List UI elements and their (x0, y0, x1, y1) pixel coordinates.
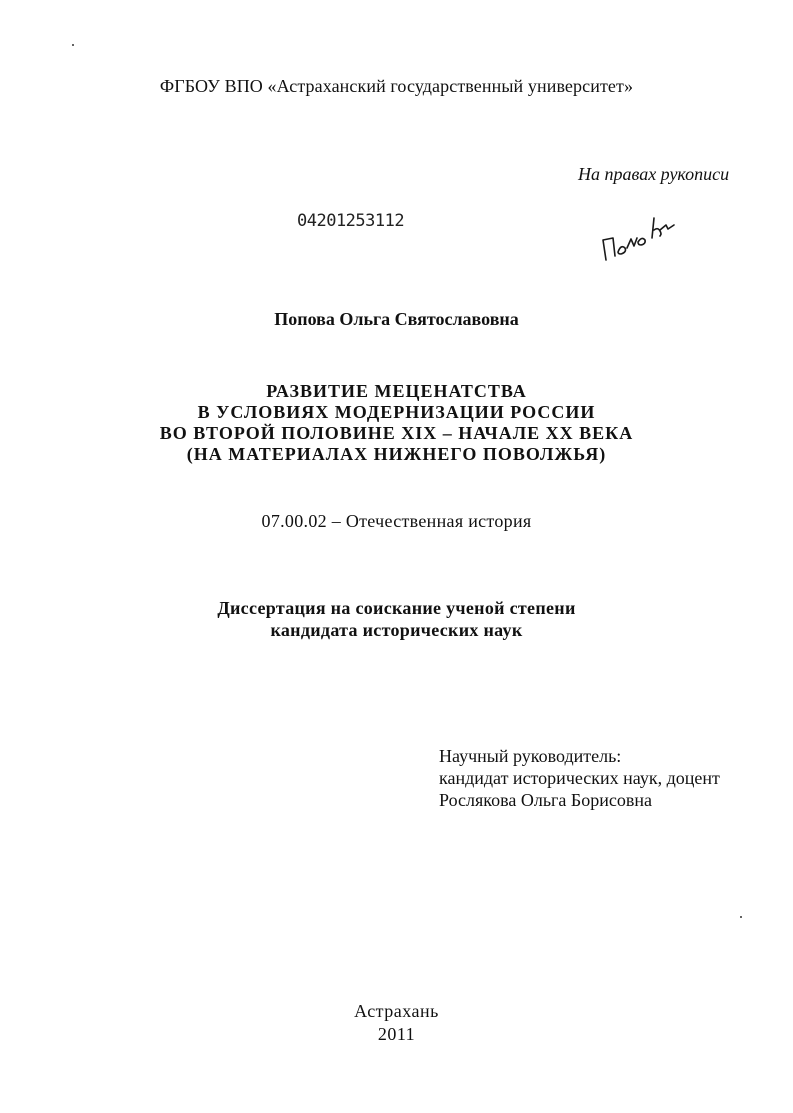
supervisor-block (439, 745, 720, 811)
city: Астрахань (354, 1001, 439, 1021)
place-and-year (0, 1000, 793, 1046)
degree-statement (0, 597, 793, 641)
degree-line: Диссертация на соискание ученой степени (217, 598, 576, 618)
manuscript-rights-note: На правах рукописи (578, 164, 730, 184)
title-line: (НА МАТЕРИАЛАХ НИЖНЕГО ПОВОЛЖЬЯ) (186, 444, 607, 464)
title-line: ВО ВТОРОЙ ПОЛОВИНЕ XIX – НАЧАЛЕ XX ВЕКА (159, 423, 634, 443)
supervisor-heading: Научный руководитель: (439, 746, 622, 766)
supervisor-degree: кандидат исторических наук, доцент (439, 768, 720, 788)
supervisor-name: Рослякова Ольга Борисовна (439, 790, 652, 810)
title-line: РАЗВИТИЕ МЕЦЕНАТСТВА (266, 381, 527, 401)
scan-speck (740, 916, 742, 918)
title-line: В УСЛОВИЯХ МОДЕРНИЗАЦИИ РОССИИ (197, 402, 596, 422)
scan-speck (72, 44, 74, 46)
specialty-code: 07.00.02 – Отечественная история (261, 511, 532, 531)
year: 2011 (377, 1024, 416, 1044)
catalog-number: 04201253112 (297, 211, 405, 231)
dissertation-title (0, 381, 793, 465)
degree-line: кандидата исторических наук (270, 620, 523, 640)
handwritten-signature-icon (596, 214, 678, 264)
author-name: Попова Ольга Святославовна (274, 309, 519, 329)
institution-name: ФГБОУ ВПО «Астраханский государственный университет» (159, 76, 634, 96)
